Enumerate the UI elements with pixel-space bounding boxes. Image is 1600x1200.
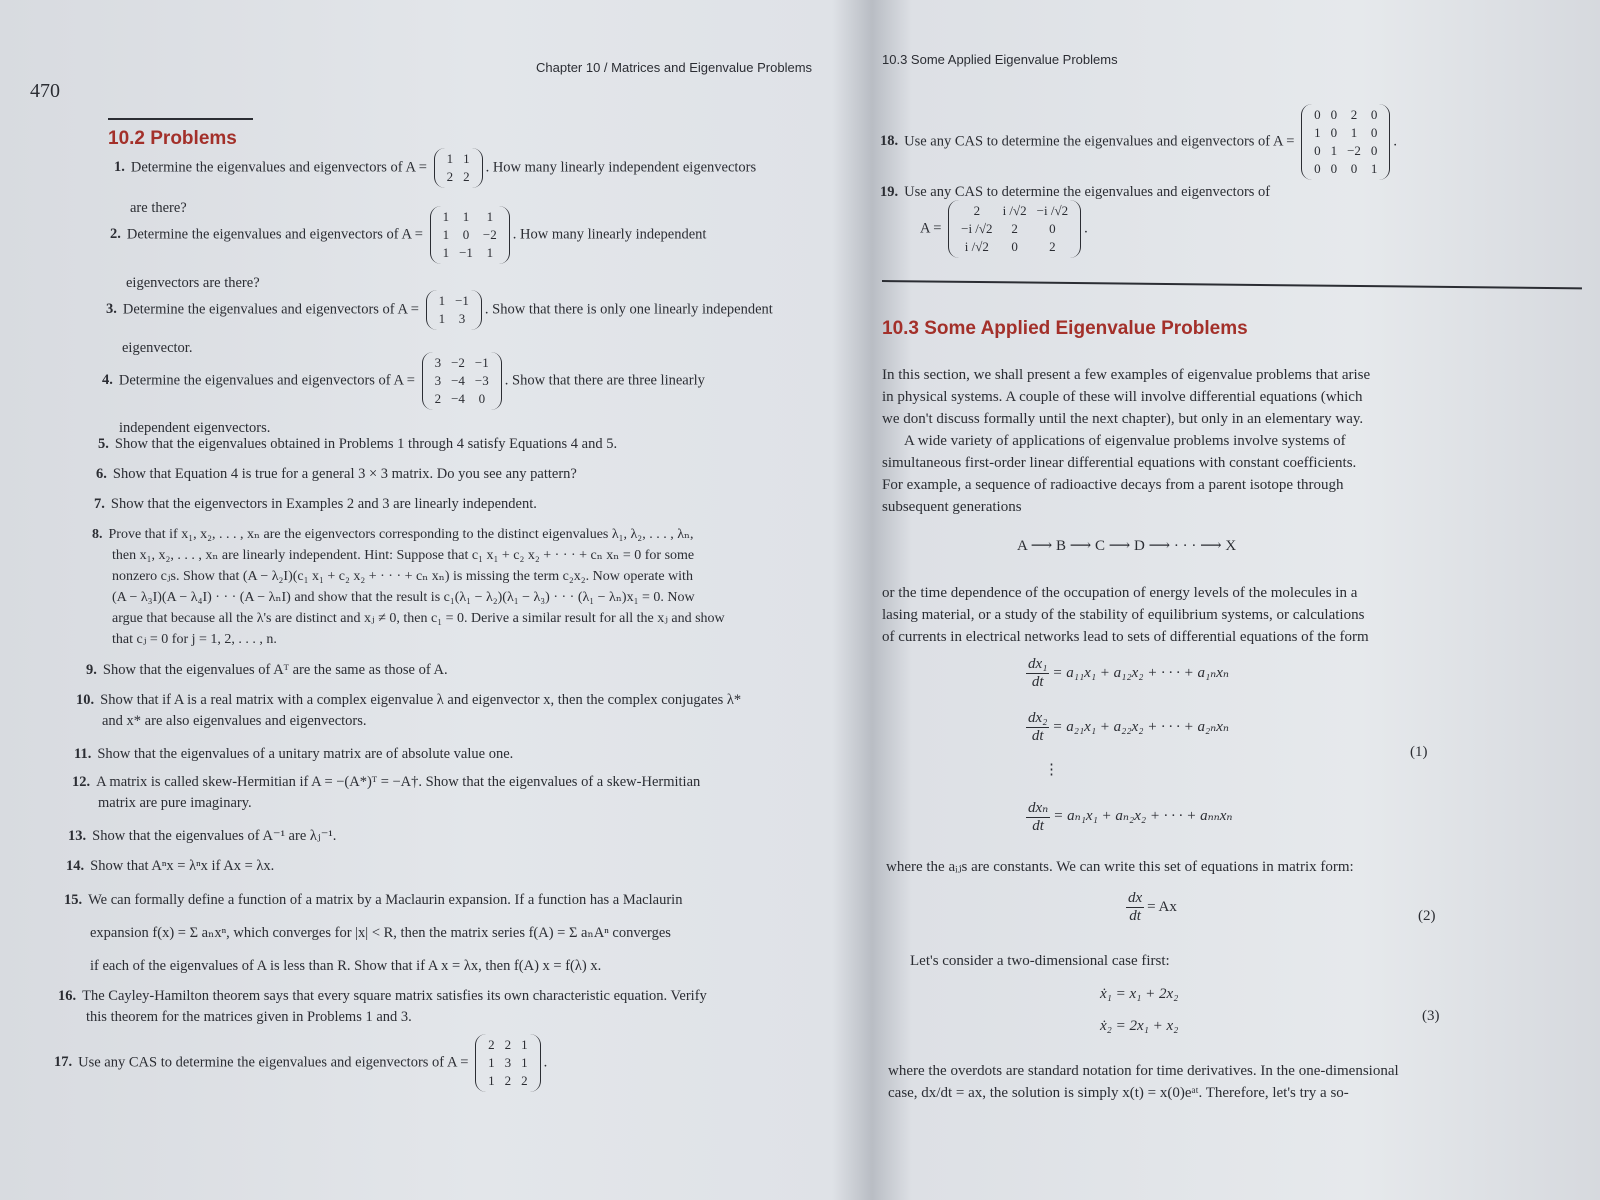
matrix-cell: −2: [451, 355, 465, 370]
matrix-cell: 0: [1049, 221, 1056, 236]
matrix-cell: 1: [1314, 125, 1321, 140]
matrix-cell: 0: [1314, 143, 1321, 158]
problem-17: 17. Use any CAS to determine the eigenvalues and eigenvectors of A = 2 2 1 1 3 1 1 2 2 .: [54, 1034, 814, 1092]
eq3-row2: ẋ₂ = 2x₁ + x₂: [1100, 1018, 1179, 1034]
matrix-cell: 1: [486, 209, 494, 224]
matrix-p3: [426, 290, 482, 330]
problem-18: 18. Use any CAS to determine the eigenvalues and eigenvectors of A = 0 0 2 0 1 0 1 0 0 1 −2 0 0 0 0 1 .: [880, 104, 1595, 180]
problem-4: 4. Determine the eigenvalues and eigenvectors of A = 3 −2 −1 3 −4 −3 2 −4 0 . Show that there are three linearly: [102, 352, 812, 410]
matrix-cell: 0: [1370, 143, 1378, 158]
matrix-cell: 3: [434, 355, 442, 370]
matrix-cell: 0: [1330, 125, 1338, 140]
eq1-row2: $\frac{\text{dx₂}}{dt}$ = a₂₁x₁ + a₂₂x₂ + · · · + a₂ₙxₙ: [1028, 710, 1229, 744]
running-head-left: Chapter 10 / Matrices and Eigenvalue Problems: [536, 60, 813, 75]
problem-15: 15. We can formally define a function of a matrix by a Maclaurin expansion. If a function has a Maclaurin expansion f(x) = Σ aₙxⁿ, which converges for |x| < R, then the matrix series f(A) = Σ aₙAⁿ converges if each of the eigenvalues of A is less than R. Show that if A x = λx, then f(A) x = f(λ) x.: [64, 892, 683, 974]
eq3-label: (3): [1422, 1008, 1440, 1024]
paragraph-applications: or the time dependence of the occupation of energy levels of the molecules in a lasing material, or a study of the stability of equilibrium systems, or calculations of currents in electrical networks lead to sets of differential equations of the form: [882, 585, 1369, 645]
matrix-cell: 0: [1350, 161, 1358, 176]
problem-8: 8. Prove that if x₁, x₂, . . . , xₙ are the eigenvectors corresponding to the distinct eigenvalues λ₁, λ₂, . . . , λₙ, then x₁, x₂, . . . , xₙ are linearly independent. Hint: Suppose that c₁ x₁ + c₂ x₂ + · · · + cₙ xₙ = 0 for some nonzero cⱼs. Show that (A − λ₂I)(c₁ x₁ + c₂ x₂ + · · · + cₙ xₙ) is missing the term c₂x₂. Now operate with (A − λ₃I)(A − λ₄I) · · · (A − λₙI) and show that the result is c₁(λ₁ − λ₂)(λ₁ − λ₃) · · · (λ₁ − λₙ)x₁ = 0. Now argue that because all the λ's are distinct and xⱼ ≠ 0, then c₁ = 0. Derive a similar result for all the xⱼ and show that cⱼ = 0 for j = 1, 2, . . . , n.: [92, 527, 725, 647]
paragraph-overdots: where the overdots are standard notation for time derivatives. In the one-dimensional case, dx/dt = ax, the solution is simply x(t) = x(0)eᵃᵗ. Therefore, let's try a so-: [888, 1063, 1399, 1101]
matrix-cell: −4: [451, 373, 465, 388]
running-head-right: 10.3 Some Applied Eigenvalue Problems: [882, 52, 1118, 67]
matrix-cell: 2: [504, 1037, 512, 1052]
decay-chain: A ⟶ B ⟶ C ⟶ D ⟶ · · · ⟶ X: [1017, 538, 1237, 554]
matrix-cell: 1: [442, 245, 450, 260]
eq1-vdots: ⋮: [1044, 762, 1059, 778]
matrix-cell: −4: [451, 391, 465, 406]
matrix-cell: −1: [474, 355, 489, 370]
matrix-cell: 0: [1011, 239, 1018, 254]
matrix-cell: 0: [1330, 107, 1338, 122]
problem-13: 13. Show that the eigenvalues of A⁻¹ are λⱼ⁻¹.: [68, 828, 337, 844]
matrix-cell: −3: [474, 373, 489, 388]
matrix-cell: 3: [504, 1055, 512, 1070]
problem-16: 16. The Cayley-Hamilton theorem says that every square matrix satisfies its own characteristic equation. Verify this theorem for the matrices given in Problems 1 and 3.: [58, 988, 707, 1025]
matrix-cell: 2: [446, 169, 454, 184]
problem-6: 6. Show that Equation 4 is true for a general 3 × 3 matrix. Do you see any pattern?: [96, 466, 577, 482]
matrix-cell: 2: [504, 1073, 512, 1088]
matrix-cell: 0: [462, 227, 470, 242]
paragraph-2d: Let's consider a two-dimensional case first:: [910, 953, 1170, 969]
matrix-p4: [422, 352, 502, 410]
matrix-cell: i /√2: [1002, 203, 1027, 218]
matrix-cell: 1: [438, 293, 446, 308]
problem-1: 1. Determine the eigenvalues and eigenvectors of A = 1 1 2 2 . How many linearly independent eigenvectors: [114, 148, 814, 188]
matrix-cell: 2: [1049, 239, 1056, 254]
matrix-p2: [430, 206, 510, 264]
problem-2-cont: eigenvectors are there?: [126, 275, 260, 291]
matrix-cell: 1: [1330, 143, 1338, 158]
matrix-cell: 3: [434, 373, 442, 388]
matrix-cell: 1: [462, 209, 470, 224]
matrix-cell: 1: [488, 1073, 495, 1088]
problem-12: 12. A matrix is called skew-Hermitian if A = −(A*)ᵀ = −A†. Show that the eigenvalues of a skew-Hermitian matrix are pure imaginary.: [72, 774, 701, 811]
section-rule: [108, 118, 253, 120]
matrix-cell: 2: [1350, 107, 1358, 122]
matrix-cell: 0: [1330, 161, 1338, 176]
problem-19-matrix: A = 2 i /√2 −i /√2 −i /√2 2 0 i /√2 0 2 .: [920, 200, 1088, 258]
matrix-cell: 1: [521, 1055, 528, 1070]
matrix-cell: i /√2: [964, 239, 989, 254]
page-number: 470: [30, 80, 60, 102]
eq2: $\frac{dx}{dt}$ = Ax: [1128, 890, 1177, 924]
problem-19: 19. Use any CAS to determine the eigenvalues and eigenvectors of: [880, 184, 1271, 200]
matrix-p18: [1301, 104, 1390, 180]
matrix-cell: 0: [1314, 107, 1321, 122]
matrix-cell: 2: [488, 1037, 495, 1052]
section-title-10-3: 10.3 Some Applied Eigenvalue Problems: [882, 318, 1248, 339]
eq2-label: (2): [1418, 908, 1436, 924]
matrix-cell: 2: [973, 203, 981, 218]
paragraph-constants: where the aᵢⱼs are constants. We can write this set of equations in matrix form:: [886, 859, 1354, 875]
matrix-cell: 1: [1350, 125, 1358, 140]
matrix-cell: 1: [442, 209, 450, 224]
eq1-label: (1): [1410, 744, 1428, 760]
matrix-cell: 0: [1370, 107, 1378, 122]
matrix-cell: −2: [482, 227, 497, 242]
matrix-cell: 2: [521, 1073, 528, 1088]
section-title-10-2: 10.2 Problems: [108, 128, 237, 149]
problem-9: 9. Show that the eigenvalues of Aᵀ are the same as those of A.: [86, 662, 448, 678]
matrix-cell: 1: [446, 151, 454, 166]
problem-11: 11. Show that the eigenvalues of a unitary matrix are of absolute value one.: [74, 746, 514, 762]
matrix-p19: [948, 200, 1081, 258]
matrix-cell: 2: [1011, 221, 1018, 236]
problem-7: 7. Show that the eigenvectors in Examples 2 and 3 are linearly independent.: [94, 496, 537, 512]
matrix-cell: 0: [478, 391, 486, 406]
problem-3-cont: eigenvector.: [122, 340, 193, 356]
problem-4-cont: independent eigenvectors.: [119, 420, 271, 436]
matrix-cell: −1: [455, 293, 469, 308]
eq3-row1: ẋ₁ = x₁ + 2x₂: [1100, 986, 1179, 1002]
problem-2: 2. Determine the eigenvalues and eigenvectors of A = 1 1 1 1 0 −2 1 −1 1 . How many linearly independent: [110, 206, 810, 264]
matrix-cell: 1: [486, 245, 494, 260]
matrix-cell: 1: [488, 1055, 495, 1070]
matrix-cell: −i /√2: [961, 221, 993, 236]
matrix-cell: 3: [458, 311, 466, 326]
problem-1-cont: are there?: [130, 200, 187, 216]
matrix-cell: −1: [459, 245, 473, 260]
eq1-row3: $\frac{\text{dxₙ}}{dt}$ = aₙ₁x₁ + aₙ₂x₂ + · · · + aₙₙxₙ: [1028, 800, 1233, 834]
problem-5: 5. Show that the eigenvalues obtained in Problems 1 through 4 satisfy Equations 4 and 5.: [98, 436, 618, 452]
matrix-cell: 0: [1314, 161, 1321, 176]
matrix-cell: 1: [442, 227, 450, 242]
problem-14: 14. Show that Aⁿx = λⁿx if Ax = λx.: [66, 858, 275, 874]
matrix-cell: 1: [1370, 161, 1378, 176]
eq1-row1: $\frac{\text{dx₁}}{dt}$ = a₁₁x₁ + a₁₂x₂ + · · · + a₁ₙxₙ: [1028, 656, 1229, 690]
matrix-cell: 0: [1370, 125, 1378, 140]
matrix-cell: −i /√2: [1036, 203, 1069, 218]
matrix-cell: 2: [434, 391, 442, 406]
paragraph-intro: In this section, we shall present a few examples of eigenvalue problems that arise in physical systems. A couple of these will involve differential equations (which we don't discuss formally until the next chapter), but only in an elementary way. A wide variety of applications of eigenvalue problems involve systems of simultaneous first-order linear differential equations with constant coefficients. For example, a sequence of radioactive decays from a parent isotope through subsequent generations: [882, 367, 1371, 515]
matrix-p17: [475, 1034, 541, 1092]
matrix-cell: 1: [438, 311, 446, 326]
problem-10: 10. Show that if A is a real matrix with a complex eigenvalue λ and eigenvector x, then the complex conjugates λ* and x* are also eigenvalues and eigenvectors.: [76, 692, 742, 729]
matrix-cell: 2: [463, 169, 470, 184]
matrix-cell: 1: [521, 1037, 528, 1052]
matrix-cell: −2: [1347, 143, 1361, 158]
matrix-p1: [434, 148, 483, 188]
problem-3: 3. Determine the eigenvalues and eigenvectors of A = 1 −1 1 3 . Show that there is only one linearly independent: [106, 290, 816, 330]
right-page: [862, 0, 1600, 1200]
matrix-cell: 1: [463, 151, 470, 166]
